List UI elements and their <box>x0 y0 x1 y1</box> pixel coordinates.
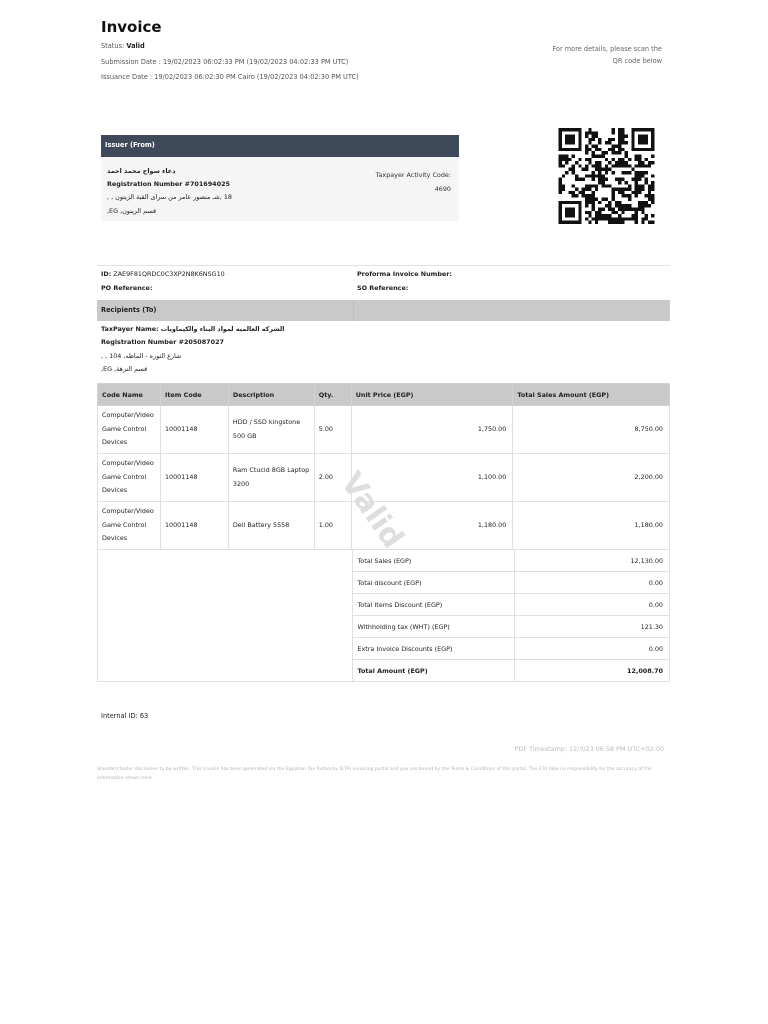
cell-total: 2,200.00 <box>513 454 670 502</box>
table-row <box>98 406 670 454</box>
col-description: Description <box>228 384 314 406</box>
total-label: Withholding tax (WHT) (EGP) <box>353 616 515 638</box>
cell-unit-price: 1,750.00 <box>351 406 513 454</box>
recipient-address-line2: قسم النزهة, EG, <box>101 364 148 373</box>
col-unit-price: Unit Price (EGP) <box>351 384 513 406</box>
cell-qty: 2.00 <box>314 454 351 502</box>
totals-spacer <box>98 550 353 682</box>
issuer-registration: Registration Number #701694025 <box>107 180 230 189</box>
cell-description: Ram Ctucid 8GB Laptop 3200 <box>228 454 314 502</box>
total-value: 121.30 <box>515 616 670 638</box>
col-item-code: Item Code <box>160 384 228 406</box>
issuer-section <box>101 135 459 221</box>
recipient-section <box>101 323 501 376</box>
total-label: Extra Invoice Discounts (EGP) <box>353 638 515 660</box>
issuer-address-line1: 18 ,شـ منصور عامر من سراى القبة الزيتون , , <box>107 193 232 202</box>
status-label: Status: <box>101 42 125 50</box>
issuer-address-line2: قسم الزيتون, EG, <box>107 206 157 215</box>
qr-note: For more details, please scan the QR code below <box>552 45 662 65</box>
recipient-registration: Registration Number #205087027 <box>101 338 224 347</box>
cell-code-name: Computer/Video Game Control Devices <box>98 502 161 550</box>
cell-code-name: Computer/Video Game Control Devices <box>98 406 161 454</box>
invoice-status <box>101 42 145 50</box>
invoice-id: ID: ZAE9F81QRDC0C3XP2N8K6NSG10 <box>101 270 225 278</box>
recipient-taxpayer: TaxPayer Name: الشركه العالميه لمواد البناء والكيماويات <box>101 325 285 333</box>
total-label: Total Sales (EGP) <box>353 550 515 572</box>
recipient-address-line1: شارع الثوره - الماظه, 104 , , <box>101 351 182 360</box>
cell-item-code: 10001148 <box>160 454 228 502</box>
cell-unit-price: 1,180.00 <box>351 502 513 550</box>
valid-watermark: Valid <box>333 466 411 555</box>
recipient-taxpayer-name: الشركه العالميه لمواد البناء والكيماويات <box>160 325 285 333</box>
issuer-name: دعاء سواح محمد احمد <box>107 167 176 175</box>
reference-block <box>97 265 670 294</box>
footer-disclaimer: Standard footer disclaimer to be written. This invoice has been generated via the Egyptian Tax Authority (ETA) invoicing portal and you are bound by the Terms & Conditions of this portal. The ETA take no responsibility for the accuracy of the information shown here. <box>97 767 652 781</box>
cell-code-name: Computer/Video Game Control Devices <box>98 454 161 502</box>
cell-unit-price: 1,100.00 <box>351 454 513 502</box>
qr-code-icon <box>556 128 657 224</box>
cell-description: HDD / SSD kingstone 500 GB <box>228 406 314 454</box>
table-header-row <box>98 384 670 406</box>
po-reference-label: PO Reference: <box>101 284 153 292</box>
grand-total-label: Total Amount (EGP) <box>353 660 515 682</box>
total-value: 0.00 <box>515 638 670 660</box>
so-reference-label: SO Reference: <box>357 284 409 292</box>
cell-qty: 5.00 <box>314 406 351 454</box>
proforma-label: Proforma Invoice Number: <box>357 270 452 278</box>
status-value: Valid <box>126 42 145 50</box>
col-qty: Qty. <box>314 384 351 406</box>
cell-item-code: 10001148 <box>160 502 228 550</box>
col-code-name: Code Name <box>98 384 161 406</box>
pdf-timestamp: PDF Timestamp: 12/3/23 06:58 PM UTC+02:00 <box>514 745 664 753</box>
issuance-date: Issuance Date : 19/02/2023 06:02:30 PM Cairo (19/02/2023 04:02:30 PM UTC) <box>101 73 359 81</box>
total-label: Total discount (EGP) <box>353 572 515 594</box>
recipients-heading: Recipients (To) <box>97 300 670 321</box>
taxpayer-activity <box>376 169 451 196</box>
col-total-sales: Total Sales Amount (EGP) <box>513 384 670 406</box>
totals-table <box>97 549 670 682</box>
table-row <box>98 454 670 502</box>
submission-date: Submission Date : 19/02/2023 06:02:33 PM (19/02/2023 04:02:33 PM UTC) <box>101 58 349 66</box>
page-title: Invoice <box>101 18 162 36</box>
cell-total: 1,180.00 <box>513 502 670 550</box>
issuer-heading: Issuer (From) <box>101 135 459 157</box>
cell-description: Dell Battery 5558 <box>228 502 314 550</box>
total-value: 0.00 <box>515 572 670 594</box>
cell-qty: 1.00 <box>314 502 351 550</box>
cell-item-code: 10001148 <box>160 406 228 454</box>
grand-total-value: 12,008.70 <box>515 660 670 682</box>
total-label: Total Items Discount (EGP) <box>353 594 515 616</box>
activity-code: 4690 <box>434 184 451 193</box>
activity-label: Taxpayer Activity Code: <box>375 171 451 179</box>
total-value: 12,130.00 <box>515 550 670 572</box>
cell-total: 8,750.00 <box>513 406 670 454</box>
total-value: 0.00 <box>515 594 670 616</box>
internal-id: Internal ID: 63 <box>101 712 149 720</box>
